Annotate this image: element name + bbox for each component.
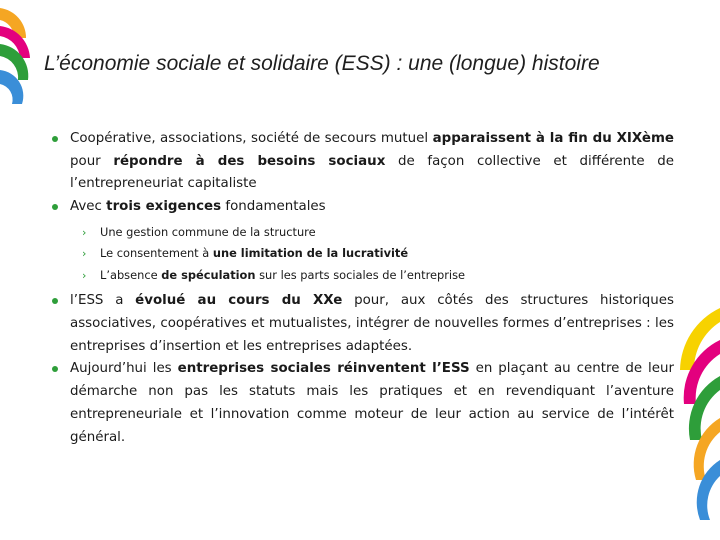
text-segment: une limitation de la lucrativité: [212, 246, 409, 261]
bullet-item: [52, 358, 674, 449]
chevron-right-icon: ›: [82, 247, 87, 261]
sub-bullet-item: [52, 222, 674, 244]
text-segment: L’absence: [100, 267, 162, 282]
text-segment: Avec: [70, 199, 107, 215]
text-segment: répondre à des besoins sociaux: [113, 153, 386, 169]
text-segment: fondamentales: [221, 199, 326, 215]
text-segment: Aujourd’hui les: [70, 361, 178, 377]
left-decorative-circles: [0, 0, 40, 120]
text-segment: Une gestion commune de la structure: [100, 224, 316, 239]
text-segment: pour, aux côtés des structures historiques associatives, coopératives et mutualistes, intégrer de nouvelles formes d’entreprises : les entreprises d’insertion et les entreprises adaptées.: [70, 293, 675, 354]
text-segment: de façon collective et différente de l’entrepreneuriat capitaliste: [70, 153, 674, 192]
text-segment: de spéculation: [161, 267, 256, 282]
text-segment: entreprises sociales réinventent l’ESS: [177, 361, 470, 377]
bullet-item: [52, 196, 674, 219]
text-segment: Coopérative, associations, société de secours mutuel: [70, 131, 433, 146]
text-segment: sur les parts sociales de l’entreprise: [255, 267, 466, 282]
text-segment: évolué au cours du XXe: [135, 293, 343, 309]
sub-bullet-list: [52, 222, 674, 287]
slide-title: L’économie sociale et solidaire (ESS) : une (longue) histoire: [44, 52, 600, 75]
bullet-item: [52, 128, 674, 196]
text-segment: trois exigences: [106, 199, 222, 215]
chevron-right-icon: ›: [82, 225, 87, 239]
sub-bullet-item: [52, 243, 674, 265]
chevron-right-icon: ›: [82, 268, 87, 282]
text-segment: pour: [70, 153, 114, 169]
text-segment: Le consentement à: [100, 246, 213, 261]
sub-bullet-item: [52, 265, 674, 287]
text-segment: l’ESS a: [70, 293, 136, 309]
bullet-item: [52, 290, 674, 358]
text-segment: en plaçant au centre de leur démarche non pas les statuts mais les pratiques et en revendiquant l’aventure entrepreneuriale et l’innovation comme moteur de leur action au service de l’intérêt général.: [70, 361, 674, 445]
slide-body: [52, 128, 674, 449]
text-segment: apparaissent à la fin du XIXème: [432, 131, 674, 146]
